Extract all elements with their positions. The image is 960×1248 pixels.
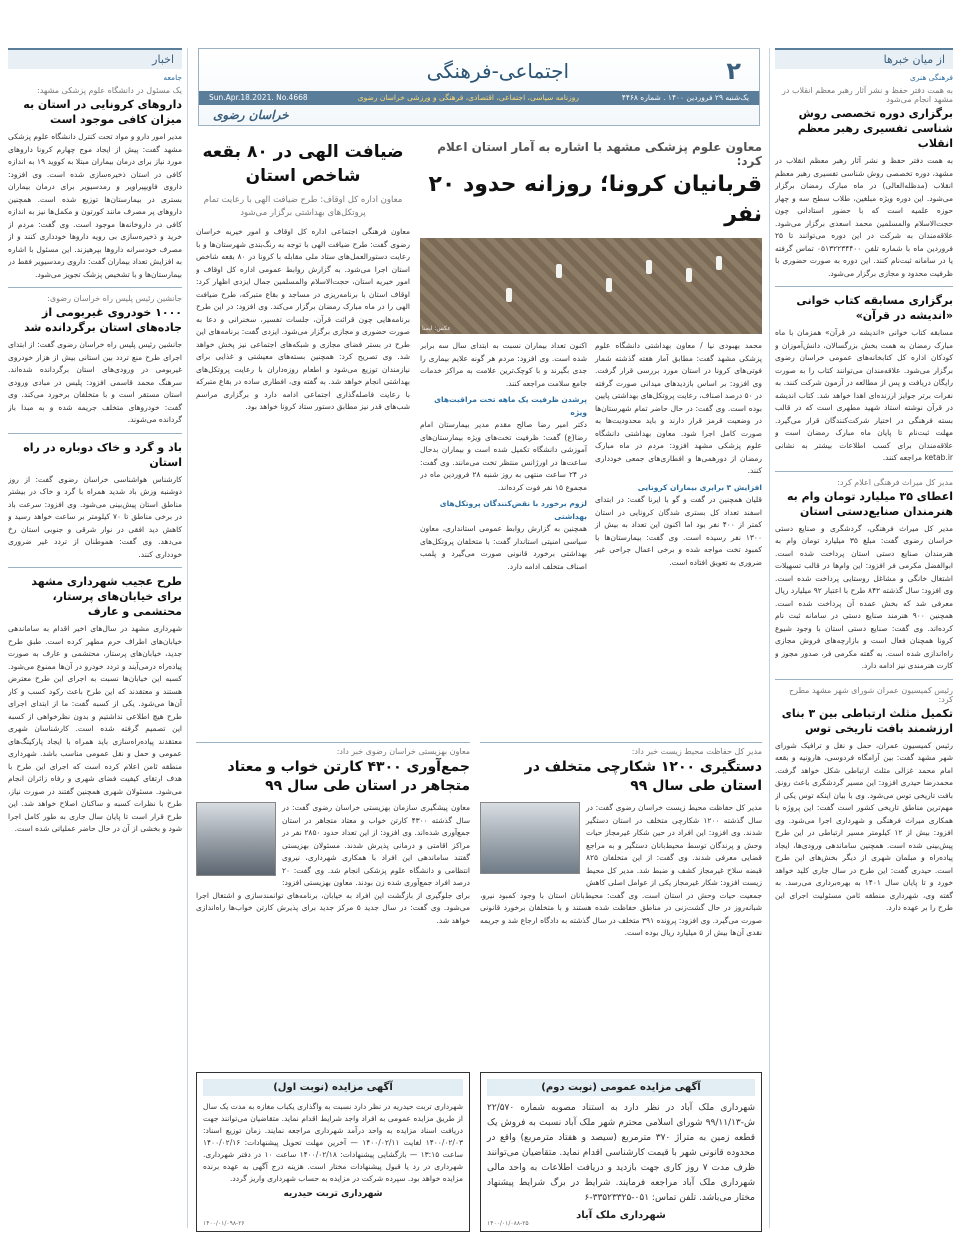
- separator: [187, 48, 188, 1228]
- photo-caption: عکس: ایمنا: [422, 325, 451, 332]
- body-text: مدیر کل میراث فرهنگی، گردشگری و صنایع دستی خراسان رضوی گفت: مبلغ ۳۵ میلیارد تومان وام به هنرمندان صنایع دستی استان پرداخت شده است. ابوالفضل مکرمی فر افزود: این وام‌ها در قالب تسهیلات اشتغال خانگی و مشاغل روستایی پرداخت شده است. وی افزود: سال گذشته ۸۴۲ طرح با اعتبار ۹۲ میلیارد ریال معرفی شد که بخش عمده آن پرداخت شده است. همچنین ۹۰۰ هنرمند صنایع دستی در سامانه ثبت نام کرده‌اند. وی گفت: صنایع دستی استان با وجود شیوع کرونا همچنان فعال است و بازارچه‌های فروش مجازی راه‌اندازی شده است. به گفته مکرمی فر، صدور مجوز و کارت هنرمندی نیز ادامه دارد.: [775, 523, 953, 670]
- figure: [686, 268, 692, 282]
- divider: [8, 287, 182, 288]
- official-photo: [196, 802, 276, 876]
- ad-code: ۱۴۰۰/۰۱/۰۹۸-۲۶: [203, 1220, 245, 1227]
- tagline: روزنامه سیاسی، اجتماعی، اقتصادی، فرهنگی و ورزشی خراسان رضوی: [357, 93, 579, 102]
- body-text: مسابقه کتاب خوانی «اندیشه در قرآن» همزمان با ماه مبارک رمضان به همت بخش بزرگسالان، دانش‌آموزان و کودکان اداره کل کتابخانه‌های عمومی خراسان رضوی برگزار می‌شود. علاقه‌مندان می‌توانند کتاب را به صورت رایگان دریافت و پس از مطالعه در آزمون شرکت کنند. به نفرات برتر جوایز ارزنده‌ای اهدا خواهد شد. کتاب اندیشه در قرآن نوشته استاد شهید مطهری است که در قالب بسته فرهنگی در اختیار شرکت‌کنندگان قرار می‌گیرد. مهلت ثبت‌نام تا پایان ماه مبارک رمضان است و علاقه‌مندان برای کسب اطلاعات بیشتر به نشانی ketab.ir مراجعه کنند.: [775, 328, 953, 462]
- headline: برگزاری دوره تخصصی روش شناسی تفسیری رهبر معظم انقلاب: [797, 107, 953, 150]
- awqaf-story: [196, 140, 410, 730]
- headline: برگزاری مسابقه کتاب خوانی «اندیشه در قرآن»: [796, 294, 953, 322]
- subhead: افزایش ۳ برابری بیماران کرونایی: [637, 482, 762, 492]
- kicker: مدیر کل حفاظت محیط زیست خبر داد:: [631, 747, 762, 756]
- body-text: اکنون تعداد بیماران نسبت به ابتدای سال سه برابر شده است. وی افزود: مردم هر گونه علایم بیماری را جدی بگیرند و با کوچک‌ترین علامت به مراکز خدمات جامع سلامت مراجعه کنند.: [420, 341, 587, 388]
- body-text: مدیر کل حفاظت محیط زیست خراسان رضوی گفت: در سال گذشته ۱۲۰۰ شکارچی متخلف در استان دستگیر شدند. وی افزود: این افراد در حین شکار غیرمجاز حیات وحش و پرندگان توسط محیط‌بانان دستگیر و به مراجع قضایی معرفی شدند. وی گفت: از این متخلفان ۸۲۵ قبضه سلاح غیرمجاز کشف و ضبط شد. مدیر کل محیط زیست افزود: شکار غیرمجاز یکی از عوامل اصلی کاهش جمعیت حیات وحش در استان است. وی گفت: محیط‌بانان استان با وجود کمبود نیرو، شبانه‌روز در حال گشت‌زنی در مناطق حفاظت شده هستند و با متخلفان برخورد قانونی صورت می‌گیرد. وی افزود: پرونده ۳۹۱ متخلف در سال گذشته به دادگاه ارجاع شد و جریمه نقدی آن‌ها بیش از ۵ میلیارد ریال بوده است.: [480, 803, 762, 937]
- logo: خراسان رضوی: [213, 108, 289, 122]
- environment-story: [480, 742, 762, 1062]
- divider: [775, 286, 953, 287]
- date-line: یک‌شنبه ۲۹ فروردین ۱۴۰۰ . شماره ۴۴۶۸: [621, 93, 749, 102]
- divider: [8, 433, 182, 434]
- english-date: Sun.Apr.18.2021. No.4668: [209, 93, 308, 102]
- headline: طرح عجیب شهرداری مشهد برای خیابان‌های پرستار، محتشمی و عارف: [31, 575, 182, 618]
- kicker: جانشین رئیس پلیس راه خراسان رضوی:: [47, 294, 182, 303]
- figure: [716, 256, 722, 270]
- body-text: معاون پیشگیری سازمان بهزیستی خراسان رضوی گفت: در سال گذشته ۴۳۰۰ کارتن خواب و معتاد متجاهر در استان جمع‌آوری شده‌اند. وی افزود: از این تعداد حدود ۲۸۵۰ نفر در مراکز اقامتی و درمانی پذیرش شدند. مسئولان بهزیستی گفتند ساماندهی این افراد با همکاری شهرداری، نیروی انتظامی و دانشگاه علوم پزشکی انجام شد. وی گفت: ۲۰ درصد افراد جمع‌آوری شده زن بودند. معاون بهزیستی افزود: برای جلوگیری از بازگشت این افراد به خیابان، برنامه‌های توانمندسازی و اشتغال اجرا می‌شود. وی گفت: در سال جدید ۵ مرکز جدید برای پذیرش کارتن خواب‌ها راه‌اندازی خواهد شد.: [196, 803, 470, 925]
- lead-col-left: [420, 340, 587, 573]
- body-text: همچنین به گزارش روابط عمومی استانداری، معاون سیاسی امنیتی استاندار گفت: با متخلفان پروتکل‌های بهداشتی برخورد قانونی صورت می‌گیرد و پلمب اصناف متخلف ادامه دارد.: [420, 524, 587, 571]
- headline: باد و گرد و خاک دوباره در راه استان: [23, 440, 182, 469]
- awqaf-headline: ضیافت الهی در ۸۰ بقعه شاخص استان: [202, 142, 404, 186]
- auction-ad-malekabad: [480, 1072, 762, 1232]
- lead-story: [420, 140, 762, 730]
- awqaf-lede: معاون اداره کل اوقاف: طرح ضیافت الهی با رعایت تمام پروتکل‌های بهداشتی برگزار می‌شود: [203, 195, 403, 218]
- section-title: اجتماعی-فرهنگی: [426, 59, 569, 83]
- lead-kicker: معاون علوم پزشکی مشهد با اشاره به آمار استان اعلام کرد:: [437, 140, 762, 168]
- body-text: دکتر امیر رضا صالح مقدم مدیر بیمارستان امام رضا(ع) گفت: ظرفیت تخت‌های ویژه بیمارستان‌های آموزشی دانشگاه تکمیل شده است و بیماران بدحال ساعت‌ها در اورژانس منتظر تخت می‌مانند. وی گفت: در ۲۴ ساعت منتهی به روز شنبه ۲۸ فروردین ماه در مجموع ۱۵ نفر فوت کرده‌اند.: [420, 420, 587, 492]
- body-text: معاون فرهنگی اجتماعی اداره کل اوقاف و امور خیریه خراسان رضوی گفت: طرح ضیافت الهی با توجه به رنگ‌بندی شهرستان‌ها و با رعایت دستورالعمل‌های ستاد ملی مقابله با کرونا در ۸۰ بقعه شاخص استان اجرا می‌شود. به گزارش روابط عمومی اداره کل اوقاف و امور خیریه استان، حجت‌الاسلام والمسلمین جمال ایزدی اظهار کرد: اوقاف استان با برنامه‌ریزی در مساجد و بقاع متبرکه، طرح ضیافت الهی را در ماه مبارک رمضان برگزار می‌کند. وی افزود: در این طرح برنامه‌هایی چون قرائت قرآن، جلسات تفسیر، سخنرانی و دعا به صورت حضوری و مجازی برگزار می‌شود. ایزدی گفت: برنامه‌های این طرح در بستر فضای مجازی و شبکه‌های اجتماعی نیز پخش خواهد شد. وی تصریح کرد: همچنین بسته‌های معیشتی و غذایی برای نیازمندان توزیع می‌شود و اطعام روزه‌داران با رعایت پروتکل‌های بهداشتی انجام خواهد شد. به گفته وی، افطاری ساده در بقاع متبرکه با رعایت فاصله‌گذاری اجتماعی ادامه دارد و برگزاری مراسم شب‌های قدر نیز مطابق دستور ستاد کرونا خواهد بود.: [196, 227, 410, 411]
- page-number: ۲: [726, 57, 741, 85]
- section-tag: جامعه: [163, 73, 182, 82]
- official-photo: [480, 802, 580, 874]
- subhead: پرشدن ظرفیت یک ماهه تخت مراقبت‌های ویژه: [434, 395, 587, 417]
- subhead: لزوم برخورد با نقض‌کنندگان پروتکل‌های بهداشتی: [439, 499, 587, 521]
- welfare-story: [196, 742, 470, 1062]
- headline: داروهای کرونایی در استان به میزان کافی موجود است: [23, 98, 182, 126]
- ad-code: ۱۴۰۰/۰۱/۰۸۸-۲۵: [487, 1220, 529, 1227]
- kicker: مدیر کل میراث فرهنگی اعلام کرد:: [837, 477, 953, 487]
- kicker: رئیس کمیسیون عمران شورای شهر مشهد مطرح کرد:: [789, 685, 953, 704]
- ad-body: شهرداری تربت حیدریه در نظر دارد نسبت به واگذاری یکباب مغازه به مدت یک سال از طریق مزایده عمومی به افراد واجد شرایط اقدام نماید. متقاضیان می‌توانند جهت دریافت اسناد مزایده به واحد درآمد شهرداری مراجعه نمایند. زمان توزیع اسناد: ۱۴۰۰/۰۲/۰۳ لغایت ۱۴۰۰/۰۲/۱۱ — آخرین مهلت تحویل پیشنهادات: ۱۴۰۰/۰۲/۱۶ ساعت ۱۳:۱۵ — بازگشایی پیشنهادات: ۱۴۰۰/۰۲/۱۸ ساعت ۱۰ در دفتر شهرداری. شهرداری در رد یا قبول پیشنهادات مختار است. هزینه درج آگهی به عهده برنده مزایده خواهد بود. سپرده شرکت در مزایده به حساب شهرداری واریز گردد.: [203, 1102, 463, 1183]
- figure: [646, 260, 652, 274]
- divider: [775, 679, 953, 680]
- lead-headline: قربانیان کرونا؛ روزانه حدود ۲۰ نفر: [428, 172, 762, 227]
- headline: تکمیل مثلث ارتباطی بین ۳ بنای ارزشمند بافت تاریخی توس: [781, 706, 953, 735]
- date-strip: [199, 91, 759, 105]
- cemetery-photo: [420, 238, 762, 334]
- kicker: به همت دفتر حفظ و نشر آثار رهبر معظم انقلاب در مشهد انجام می‌شود: [781, 86, 953, 104]
- body-text: مدیر امور دارو و مواد تحت کنترل دانشگاه علوم پزشکی مشهد گفت: پیش از ایجاد موج چهارم کرونا داروهای مورد نیاز برای درمان بیماران مبتلا به کووید ۱۹ به اندازه کافی در استان ذخیره‌سازی شده است. وی افزود: داروی فاویپیراویر و رمدسیویر برای درمان بیماران بستری در بیمارستان‌ها توزیع شده است. همچنین داروهای پر مصرف مانند کورتون و مکمل‌ها نیز به اندازه کافی در داروخانه‌ها موجود است. وی گفت: مردم از خرید و ذخیره‌سازی بی رویه داروها خودداری کنند و از مصرف خودسرانه داروها بپرهیزند. این مسئول با اشاره به افزایش تعداد بیماران گفت: داروی رمدسیویر فقط در بیمارستان‌ها و با تشخیص پزشک تجویز می‌شود.: [8, 132, 182, 279]
- right-column: [775, 48, 953, 1233]
- section-tag: فرهنگی هنری: [910, 73, 953, 82]
- ad-title: آگهی مزایده عمومی (نوبت دوم): [487, 1079, 755, 1096]
- divider: [8, 567, 182, 568]
- body-text: محمد بهبودی نیا / معاون بهداشتی دانشگاه علوم پزشکی مشهد گفت: مطابق آمار هفته گذشته شمار فوتی‌های کرونا در استان مورد بررسی قرار گرفت. وی افزود: بر اساس بازدیدهای میدانی صورت گرفته در ۵۰ درصد اصناف، رعایت پروتکل‌های بهداشتی پایین بوده است. وی گفت: در حال حاضر تمام شهرستان‌ها در وضعیت قرمز قرار دارند و باید محدودیت‌ها به صورت کامل اجرا شود. معاون بهداشتی دانشگاه علوم پزشکی مشهد افزود: مردم در ماه مبارک رمضان از دورهمی‌ها و افطاری‌های جمعی خودداری کنند.: [595, 341, 762, 475]
- separator: [769, 48, 770, 1228]
- body-text: رئیس کمیسیون عمران، حمل و نقل و ترافیک شورای شهر مشهد گفت: بین آرامگاه فردوسی، هارونیه و بقعه امام محمد غزالی مثلث ارتباطی شکل خواهد گرفت. محمدرضا حیدری افزود: این مسیر گردشگری باعث رونق بافت تاریخی توس می‌شود. وی با بیان اینکه توس یکی از مهم‌ترین مناطق تاریخی کشور است گفت: این پروژه با همکاری میراث فرهنگی و شهرداری اجرا می‌شود. وی افزود: بیش از ۱۲ کیلومتر مسیر ارتباطی در این طرح پیش‌بینی شده است. همچنین ساماندهی ورودی‌ها، ایجاد پیاده‌راه و مبلمان شهری از دیگر بخش‌های این طرح است. حیدری گفت: این طرح در سال جاری کلید خواهد خورد و تا پایان سال ۱۴۰۱ به بهره‌برداری می‌رسد. به گفته وی، شهرداری منطقه ثامن مسئولیت اجرای این طرح را بر عهده دارد.: [775, 740, 953, 912]
- headline: ۱۰۰۰ خودروی غیربومی از جاده‌های استان برگردانده شد: [24, 306, 182, 334]
- ad-signature: شهرداری تربت حیدریه: [283, 1189, 383, 1199]
- kicker: یک مسئول در دانشگاه علوم پزشکی مشهد:: [37, 86, 182, 95]
- lead-col-right: [595, 340, 762, 573]
- body-text: جانشین رئیس پلیس راه خراسان رضوی گفت: از ابتدای اجرای طرح منع تردد بین استانی بیش از هزار خودروی غیربومی در ورودی‌های استان برگردانده شده‌اند. سرهنگ محمد قاسمی افزود: پلیس در مبادی ورودی استان مستقر است و با متخلفان برخورد می‌کند. وی گفت: خودروهای متخلف جریمه شده و به مبدا باز گردانده می‌شوند.: [8, 340, 182, 424]
- kicker: معاون بهزیستی خراسان رضوی خبر داد:: [336, 747, 470, 756]
- headline: اعطای ۳۵ میلیارد تومان وام به هنرمندان صنایع‌دستی استان: [786, 489, 953, 518]
- column-bar: از میان خبرها: [775, 48, 953, 69]
- divider: [775, 471, 953, 472]
- figure: [556, 264, 562, 278]
- headline: دستگیری ۱۲۰۰ شکارچی متخلف در استان طی سال ۹۹: [524, 759, 762, 794]
- auction-ad-torbat: [196, 1072, 470, 1232]
- headline: جمع‌آوری ۴۳۰۰ کارتن خواب و معتاد متجاهر در استان طی سال ۹۹: [227, 759, 470, 794]
- ad-title: آگهی مزایده (نوبت اول): [203, 1079, 463, 1096]
- body-text: به همت دفتر حفظ و نشر آثار رهبر معظم انقلاب در مشهد، دوره تخصصی روش شناسی تفسیری رهبر معظم انقلاب (مدظله‌العالی) در ماه مبارک رمضان برگزار می‌شود. این دوره ویژه مبلغین، طلاب سطح سه و چهار حوزه علمیه است که با حضور استادانی چون حجت‌الاسلام والمسلمین محمد اسعدی برگزار می‌شود. علاقه‌مندان به شرکت در این دوره می‌توانند تا ۲۵ فروردین ماه با شماره تلفن ۰۵۱۳۲۲۳۴۴۰۰ تماس گرفته یا در سامانه ثبت‌نام کنند. این دوره به صورت حضوری با ظرفیت محدود و مجازی برگزار می‌شود.: [775, 156, 953, 278]
- body-text: کارشناس هواشناسی خراسان رضوی گفت: از روز دوشنبه وزش باد شدید همراه با گرد و خاک در بیشتر مناطق استان پیش‌بینی می‌شود. وی افزود: سرعت باد در برخی مناطق تا ۷۰ کیلومتر بر ساعت خواهد رسید و کاهش دید افقی در نوار شرقی و جنوبی استان رخ می‌دهد. وی گفت: هموطنان از تردد غیر ضروری خودداری کنند.: [8, 474, 182, 559]
- lead-columns: [420, 340, 762, 573]
- left-column: [8, 48, 182, 1233]
- ad-signature: شهرداری ملک آباد: [576, 1210, 666, 1221]
- masthead: [198, 48, 760, 126]
- figure: [606, 278, 612, 292]
- column-bar: اخبار: [8, 48, 182, 69]
- ad-body: شهرداری ملک آباد در نظر دارد به استناد مصوبه شماره ۲۲/۵۷۰ ش-۹۹/۱۱/۱۳ شورای اسلامی محترم شهر ملک آباد نسبت به فروش یک قطعه زمین به متراژ ۳۷۰ مترمربع (سیصد و هفتاد مترمربع) واقع در محدوده قانونی شهر با قیمت کارشناسی اقدام نماید. متقاضیان می‌توانند ظرف مدت ۷ روز کاری جهت بازدید و دریافت اطلاعات به واحد مالی شهرداری ملک آباد مراجعه فرمایند. شرایط در برگ شرایط پیشنهاد مختار می‌باشد. تلفن تماس: ۰۵۱-۳۳۵۲۳۳۲۵-۶: [487, 1103, 755, 1203]
- body-text: قلیان همچنین در گفت و گو با ایرنا گفت: در ابتدای اسفند تعداد کل بستری شدگان کرونایی در استان کمتر از ۴۰۰ نفر بود اما اکنون این تعداد به بیش از ۱۳۰۰ نفر رسیده است. وی گفت: بیمارستان‌ها با کمبود تخت مواجه شده و برخی اعمال جراحی غیر ضروری به تعویق افتاده است.: [595, 495, 762, 567]
- figure: [506, 288, 512, 302]
- body-text: شهرداری مشهد در سال‌های اخیر اقدام به ساماندهی خیابان‌های اطراف حرم مطهر کرده است. طبق طرح جدید، خیابان‌های پرستار، محتشمی و عارف به صورت پیاده‌راه درمی‌آیند و تردد خودرو در آن‌ها ممنوع می‌شود. کسبه این خیابان‌ها نسبت به اجرای این طرح معترض هستند و معتقدند که این طرح باعث رکود کسب و کار آن‌ها می‌شود. یکی از کسبه گفت: ما از ابتدای اجرای طرح هیچ اطلاعی نداشتیم و بدون نظرخواهی از کسبه این تصمیم گرفته شده است. کارشناسان شهری معتقدند پیاده‌راه‌سازی باید همراه با ایجاد پارکینگ‌های عمومی و حمل و نقل عمومی مناسب باشد. شهرداری منطقه ثامن اعلام کرده است که اجرای این طرح با هدف ارتقای کیفیت فضای شهری و رفاه زائران انجام می‌شود. مسئولان شهری همچنین گفتند در صورت نیاز، طرح با نظرات کسبه و ساکنان اصلاح خواهد شد. این طرح قرار است تا پایان سال جاری به طور کامل اجرا شود و بخشی از آن در حال حاضر عملیاتی شده است.: [8, 624, 182, 833]
